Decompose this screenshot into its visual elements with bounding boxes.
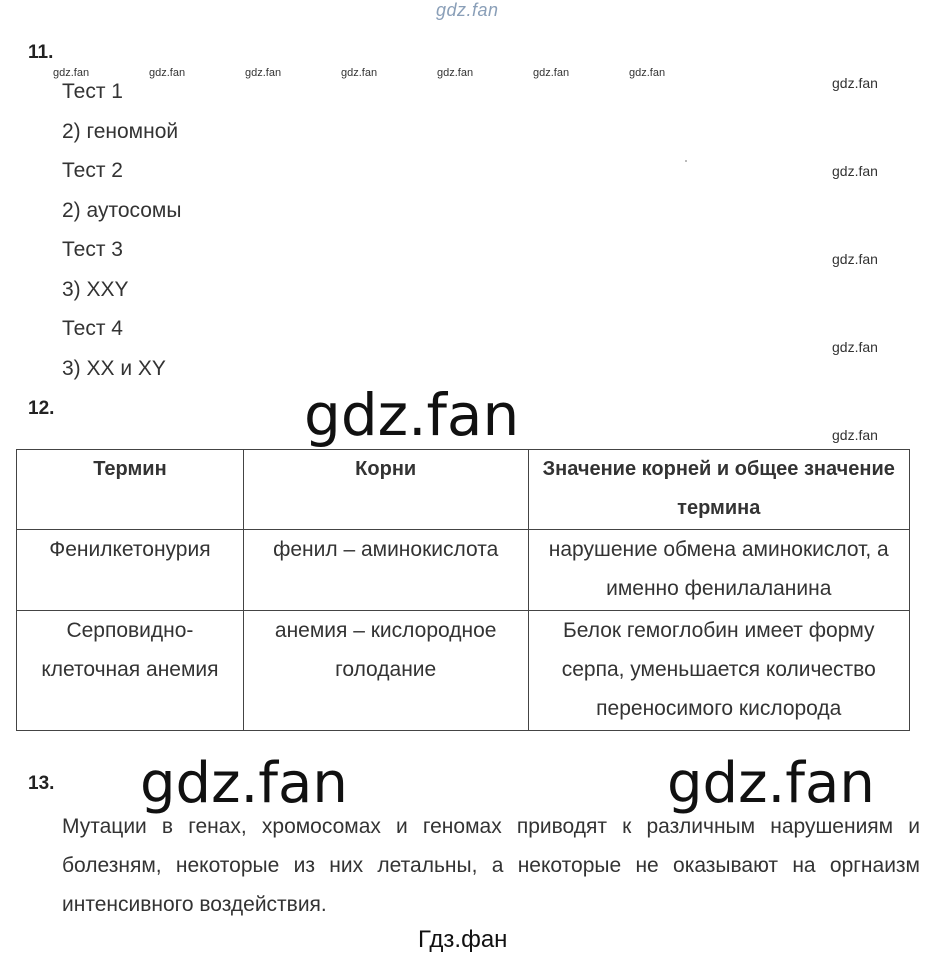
footer-watermark: Гдз.фан — [418, 926, 508, 953]
cell-meaning: Белок гемоглобин имеет форму серпа, уменьшается количество переносимого кислорода — [528, 611, 909, 731]
watermark-small: gdz.fan — [437, 67, 474, 79]
watermark-small: gdz.fan — [245, 67, 282, 79]
watermark-big: gdz.fan — [304, 381, 520, 449]
cell-roots: анемия – кислородное голодание — [243, 611, 528, 731]
test-heading: Тест 1 — [62, 80, 123, 103]
section-13-number: 13. — [28, 773, 55, 794]
table-row — [17, 611, 910, 731]
table-header-row — [17, 450, 910, 530]
header-meaning: Значение корней и общее значение термина — [528, 450, 909, 530]
test-answer: 3) XX и XY — [62, 357, 166, 380]
test-answer: 3) XXY — [62, 278, 129, 301]
watermark-small: gdz.fan — [53, 67, 90, 79]
table-row — [17, 530, 910, 611]
test-heading: Тест 2 — [62, 159, 123, 182]
test-answer: 2) аутосомы — [62, 199, 182, 222]
section-11-number: 11. — [28, 42, 54, 63]
watermark-top: gdz.fan — [436, 0, 499, 20]
watermark-right: gdz.fan — [832, 163, 878, 179]
section-13-paragraph: Мутации в генах, хромосомах и геномах приводят к различным нарушениям и болезням, некоторые из них летальны, а некоторые не оказывают на оргнаизм интенсивного воздействия. — [62, 815, 920, 916]
watermark-right: gdz.fan — [832, 427, 878, 443]
watermark-big: gdz.fan — [140, 751, 348, 816]
watermark-big: gdz.fan — [667, 751, 875, 816]
watermark-right: gdz.fan — [832, 339, 878, 355]
watermark-small: gdz.fan — [341, 67, 378, 79]
cell-meaning: нарушение обмена аминокислот, а именно фенилаланина — [528, 530, 909, 611]
watermark-small: gdz.fan — [533, 67, 570, 79]
header-term: Термин — [17, 450, 244, 530]
watermark-small: gdz.fan — [149, 67, 186, 79]
header-roots: Корни — [243, 450, 528, 530]
watermark-small: gdz.fan — [629, 67, 666, 79]
section-12-number: 12. — [28, 398, 55, 419]
test-heading: Тест 4 — [62, 317, 123, 340]
watermark-right: gdz.fan — [832, 251, 878, 267]
terms-table — [16, 449, 910, 731]
cell-roots: фенил – аминокислота — [243, 530, 528, 611]
cell-term: Фенилкетонурия — [17, 530, 244, 611]
test-answer: 2) геномной — [62, 120, 179, 143]
test-heading: Тест 3 — [62, 238, 123, 261]
scan-speck — [685, 160, 687, 162]
cell-term: Серповидно-клеточная анемия — [17, 611, 244, 731]
watermark-right: gdz.fan — [832, 75, 878, 91]
